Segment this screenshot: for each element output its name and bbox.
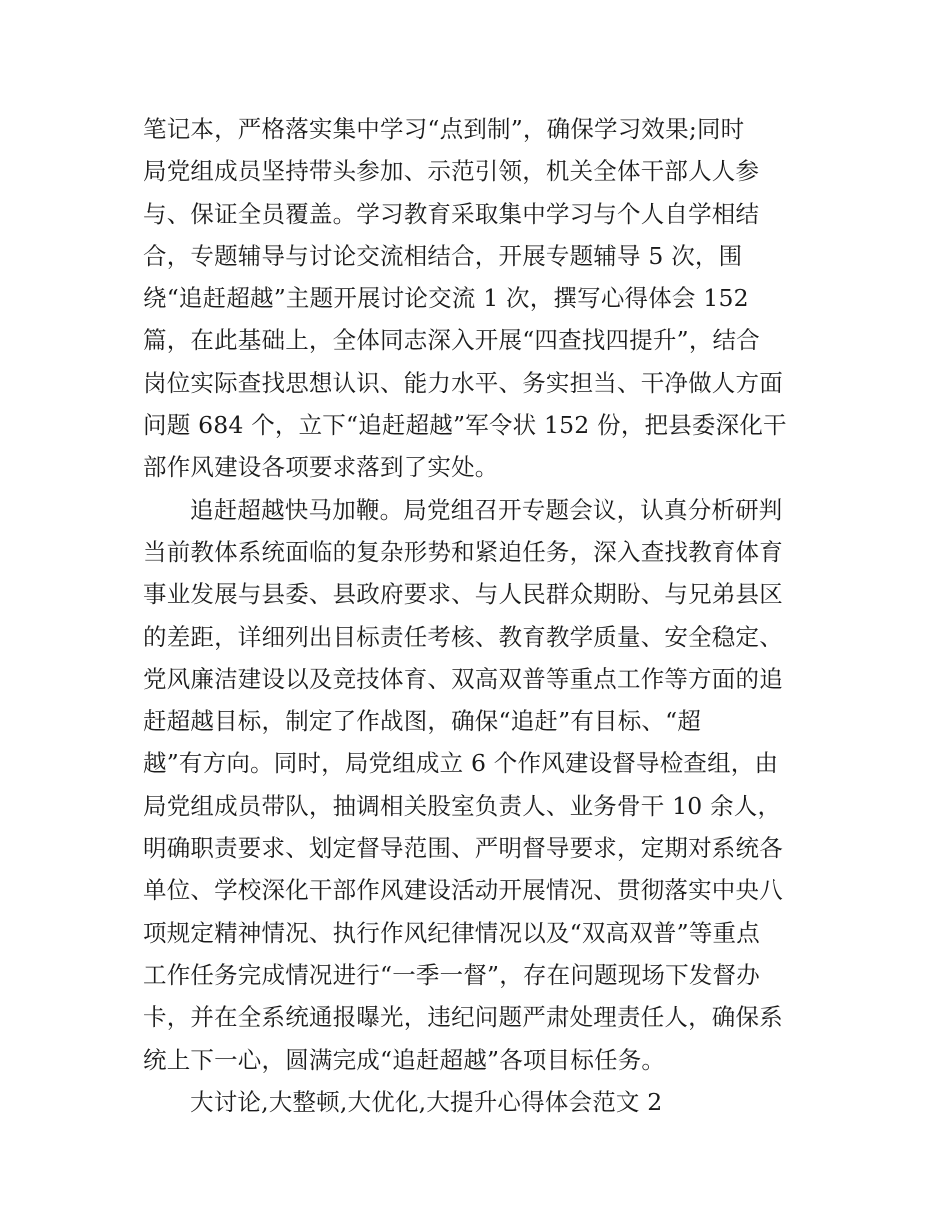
text-line: 局党组成员带队，抽调相关股室负责人、业务骨干 10 余人，: [143, 791, 782, 820]
text-line: 笔记本，严格落实集中学习“点到制”，确保学习效果;同时: [143, 115, 745, 143]
text-line: 的差距，详细列出目标责任考核、教育教学质量、安全稳定、: [143, 622, 783, 651]
text-line: 合，专题辅导与讨论交流相结合，开展专题辅导 5 次，围: [143, 241, 743, 270]
text-line: 部作风建设各项要求落到了实处。: [143, 453, 499, 482]
text-line: 与、保证全员覆盖。学习教育采取集中学习与个人自学相结: [143, 199, 760, 228]
text-line: 篇，在此基础上，全体同志深入开展“四查找四提升”，结合: [143, 326, 760, 355]
text-line: 越”有方向。同时，局党组成立 6 个作风建设督导检查组，由: [143, 749, 779, 778]
text-line: 赶超越目标，制定了作战图，确保“追赶”有目标、“超: [143, 707, 702, 736]
text-line: 当前教体系统面临的复杂形势和紧迫任务，深入查找教育体育: [143, 537, 783, 566]
text-line: 工作任务完成情况进行“一季一督”，存在问题现场下发督办: [143, 960, 760, 989]
text-line: 问题 684 个，立下“追赶超越”军令状 152 份，把县委深化干: [143, 411, 787, 440]
text-line: 追赶超越快马加鞭。局党组召开专题会议，认真分析研判: [190, 495, 783, 524]
text-line: 统上下一心，圆满完成“追赶超越”各项目标任务。: [143, 1045, 666, 1074]
text-line: 事业发展与县委、县政府要求、与人民群众期盼、与兄弟县区: [143, 580, 783, 609]
paragraph-2: [143, 489, 813, 1081]
text-line: 岗位实际查找思想认识、能力水平、务实担当、干净做人方面: [143, 368, 783, 397]
text-line: 卡，并在全系统通报曝光，违纪问题严肃处理责任人，确保系: [143, 1003, 783, 1032]
text-line: 项规定精神情况、执行作风纪律情况以及“双高双普”等重点: [143, 918, 760, 947]
text-line: 绕“追赶超越”主题开展讨论交流 1 次，撰写心得体会 152: [143, 284, 749, 313]
text-line: 局党组成员坚持带头参加、示范引领，机关全体干部人人参: [143, 157, 760, 186]
heading-line: 大讨论,大整顿,大优化,大提升心得体会范文 2: [190, 1087, 663, 1116]
text-line: 党风廉洁建设以及竞技体育、双高双普等重点工作等方面的追: [143, 664, 783, 693]
text-line: 明确职责要求、划定督导范围、严明督导要求，定期对系统各: [143, 834, 783, 863]
section-heading: [143, 1081, 813, 1123]
paragraph-1: [143, 108, 813, 489]
document-body: [143, 108, 813, 1123]
text-line: 单位、学校深化干部作风建设活动开展情况、贯彻落实中央八: [143, 876, 783, 905]
